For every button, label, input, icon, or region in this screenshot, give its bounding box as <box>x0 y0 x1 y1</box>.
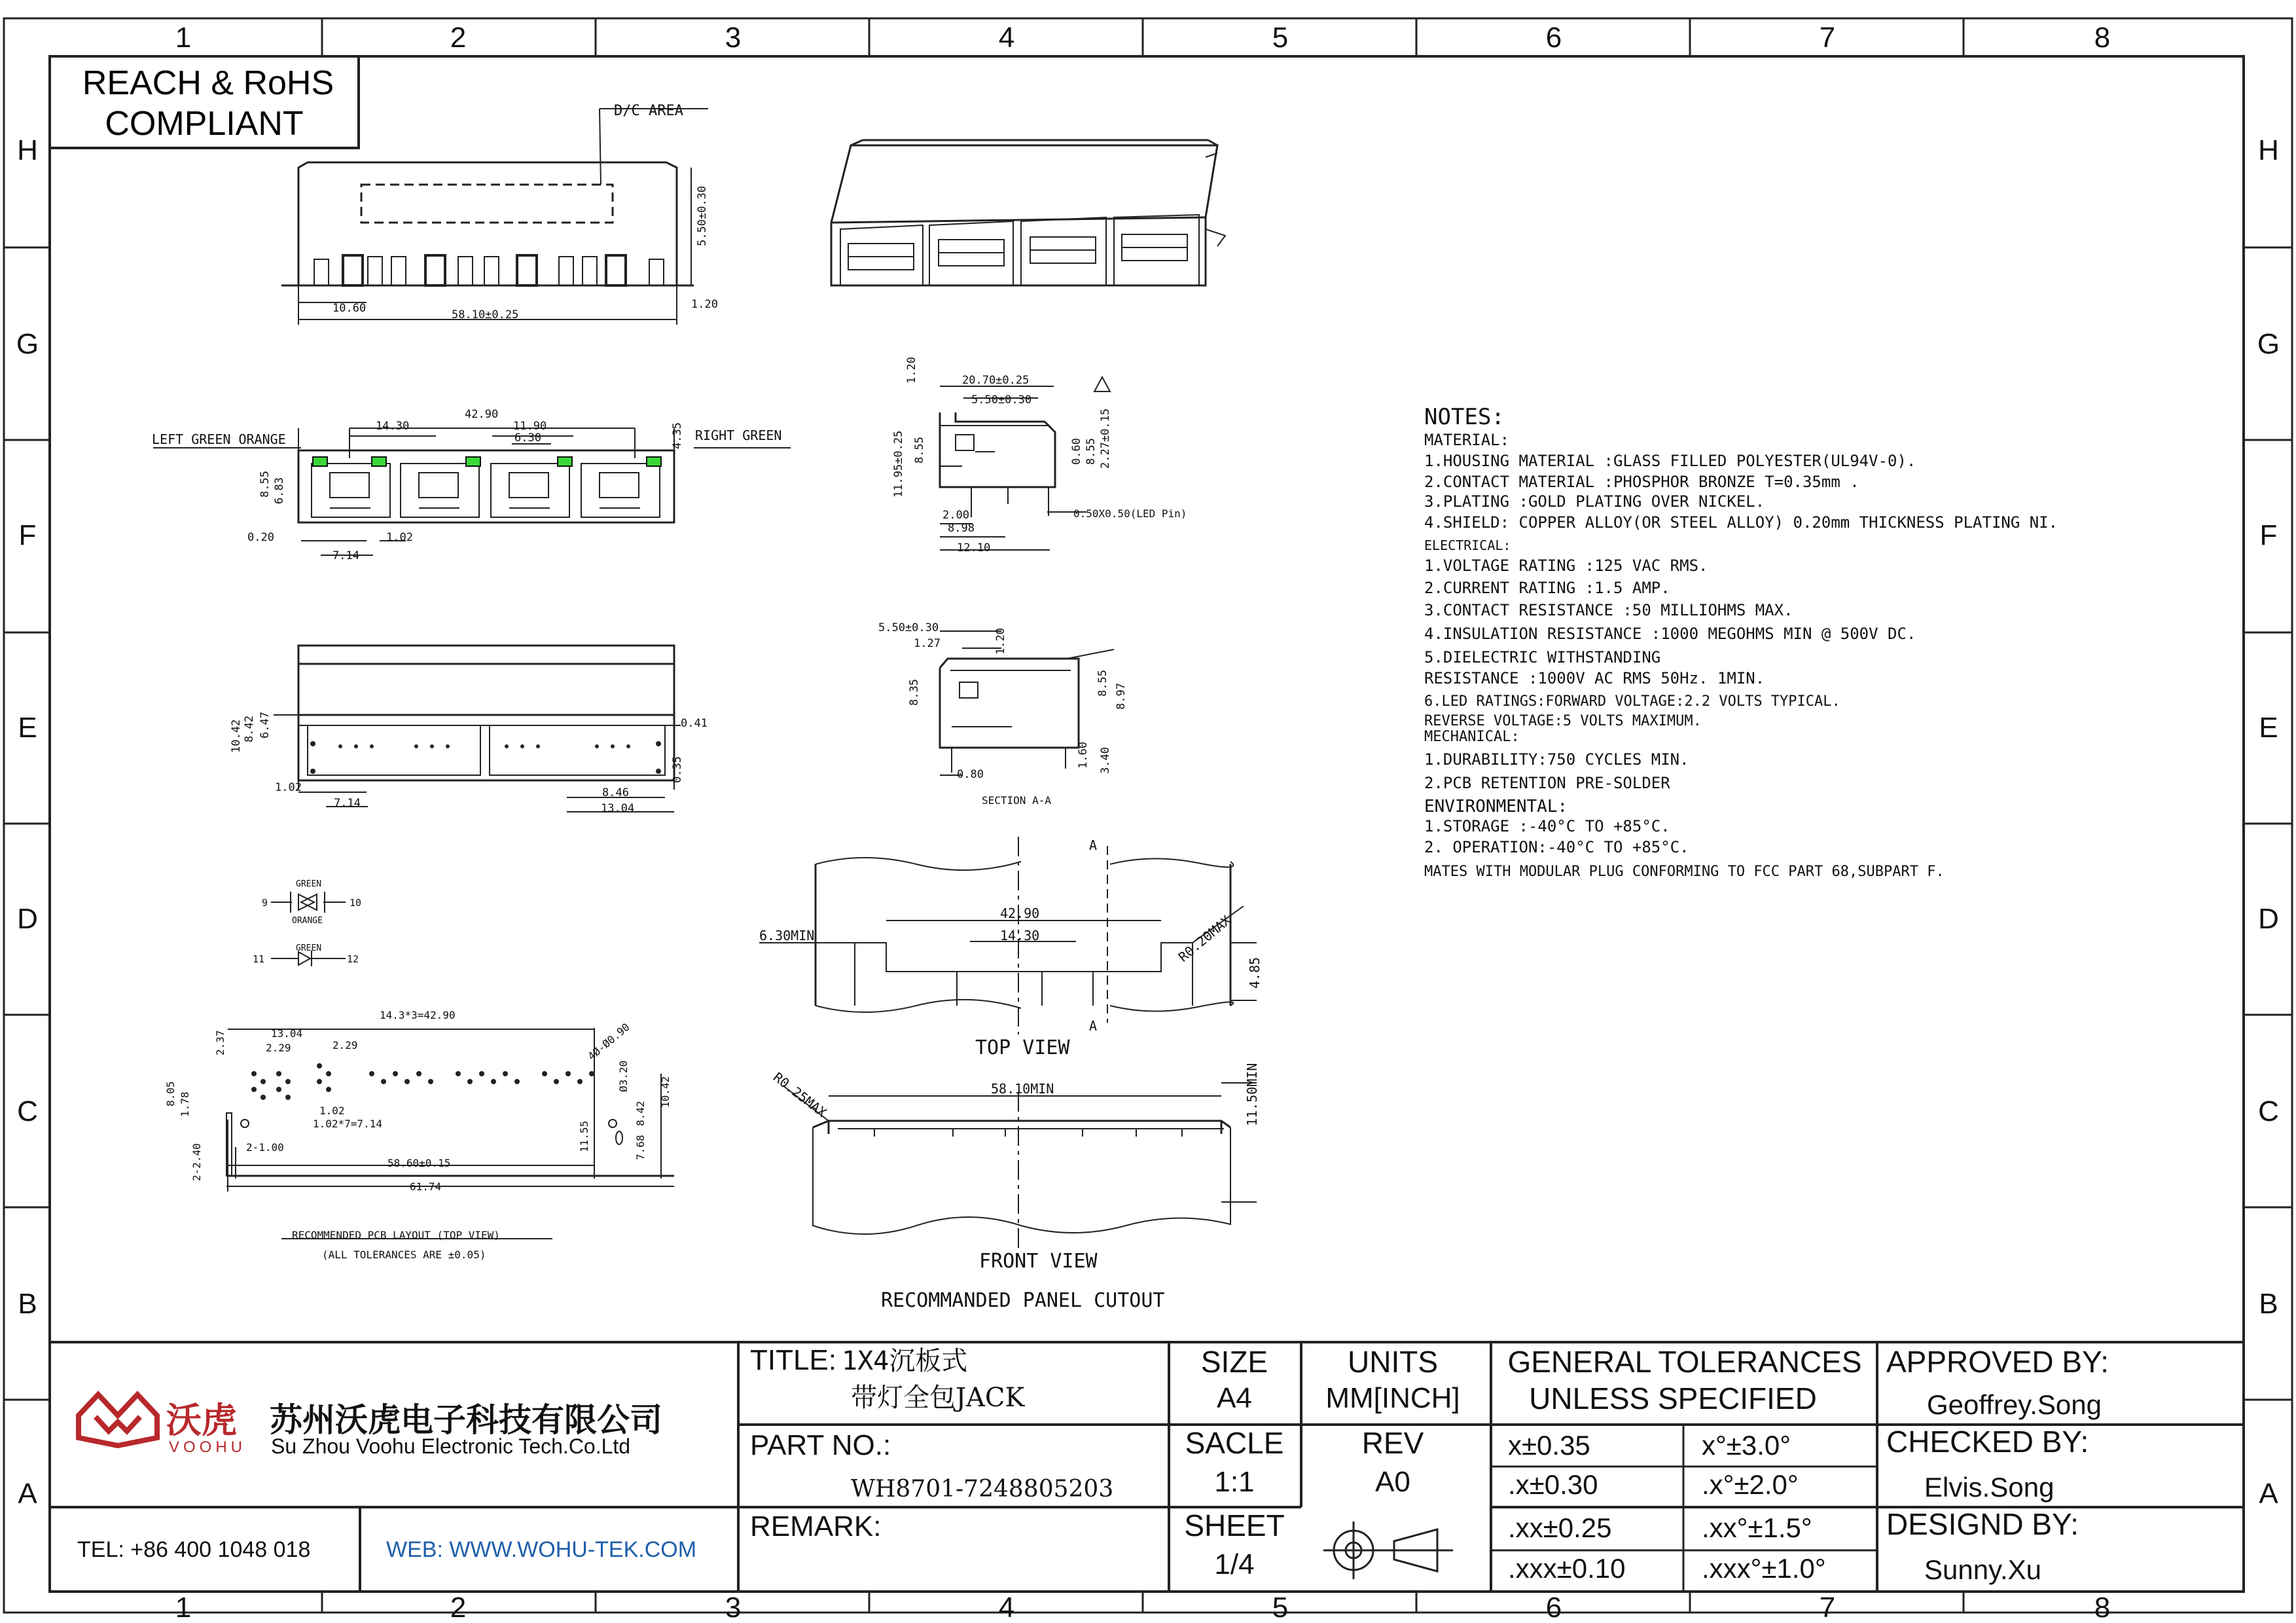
dim-label: 2-1.00 <box>246 1141 284 1154</box>
tolerance-linear: .xxx±0.10 <box>1508 1553 1626 1584</box>
designed-name: Sunny.Xu <box>1924 1554 2042 1585</box>
panel-cutout-title: RECOMMANDED PANEL CUTOUT <box>881 1289 1165 1312</box>
approved-label: APPROVED BY: <box>1886 1345 2109 1379</box>
right-led-label: RIGHT GREEN <box>695 428 782 443</box>
sheet-label: SHEET <box>1184 1508 1285 1542</box>
dim-label: 13.04 <box>271 1027 303 1040</box>
dim-label: Ø3.20 <box>617 1060 630 1092</box>
section-marker: A <box>1089 1018 1098 1034</box>
dim-label: 7.14 <box>334 797 361 810</box>
section-view-labels <box>878 621 1128 807</box>
pin-label: 11 <box>253 953 265 965</box>
row-label: G <box>2257 328 2280 360</box>
note-line: 1.STORAGE :-40°C TO +85°C. <box>1424 817 1670 835</box>
row-label: H <box>17 134 38 166</box>
col-label: 6 <box>1545 22 1562 54</box>
row-label: C <box>2258 1095 2279 1127</box>
dim-label: 7.68 <box>634 1135 647 1160</box>
col-label: 8 <box>2094 22 2111 54</box>
note-line: 2. OPERATION:-40°C TO +85°C. <box>1424 838 1689 856</box>
col-label: 5 <box>1272 22 1289 54</box>
dim-label: 11.50MIN <box>1244 1063 1260 1126</box>
rev-value: A0 <box>1375 1466 1410 1498</box>
part-label: PART NO.: <box>750 1429 891 1461</box>
dim-label: 6.30 <box>514 431 541 445</box>
pcb-layout <box>226 1028 674 1239</box>
dim-label: 0.20 <box>247 531 274 544</box>
row-label: F <box>18 519 37 551</box>
dim-label: 8.55 <box>1085 438 1098 465</box>
dim-label: R0.20MAX <box>1175 912 1234 965</box>
dim-label: 1.60 <box>1077 742 1090 769</box>
note-line: MATERIAL: <box>1424 431 1510 449</box>
note-line: RESISTANCE :1000V AC RMS 50Hz. 1MIN. <box>1424 669 1765 687</box>
size-value: A4 <box>1217 1382 1252 1414</box>
pin-label: 9 <box>262 897 268 909</box>
dim-label: 4.35 <box>671 422 684 449</box>
note-line: 3.CONTACT RESISTANCE :50 MILLIOHMS MAX. <box>1424 601 1793 619</box>
row-label: B <box>18 1288 37 1320</box>
pcb-tolerance-note: (ALL TOLERANCES ARE ±0.05) <box>322 1249 486 1261</box>
note-line: 1.VOLTAGE RATING :125 VAC RMS. <box>1424 556 1708 575</box>
col-label: 4 <box>998 22 1015 54</box>
title-line1: 1X4沉板式 <box>842 1346 968 1376</box>
col-label: 3 <box>725 22 742 54</box>
note-line: REVERSE VOLTAGE:5 VOLTS MAXIMUM. <box>1424 713 1702 729</box>
dim-label: 1.02 <box>319 1104 345 1117</box>
row-label: C <box>17 1095 38 1127</box>
dim-label: 8.42 <box>243 716 256 742</box>
dim-label: 8.55 <box>1096 670 1109 697</box>
dim-label: 1.20 <box>905 357 918 384</box>
tolerance-angular: .xxx°±1.0° <box>1702 1553 1826 1584</box>
approved-name: Geoffrey.Song <box>1927 1389 2102 1420</box>
row-label: A <box>18 1478 37 1510</box>
size-label: SIZE <box>1200 1345 1268 1379</box>
bottom-view-labels <box>230 712 708 815</box>
note-line: 2.CONTACT MATERIAL :PHOSPHOR BRONZE T=0.35mm . <box>1424 473 1859 491</box>
dim-label: 4.85 <box>1247 957 1263 989</box>
logo-en: VOOHU <box>169 1438 247 1456</box>
row-label: F <box>2259 519 2278 551</box>
row-ticks <box>4 247 2292 1400</box>
dim-label: 1.78 <box>179 1091 191 1117</box>
dim-label: 1.20 <box>691 298 718 311</box>
note-line: 4.INSULATION RESISTANCE :1000 MEGOHMS MIN @ 500V DC. <box>1424 625 1916 643</box>
company-name-cn: 苏州沃虎电子科技有限公司 <box>270 1402 662 1438</box>
dim-label: 3.40 <box>1099 747 1112 774</box>
dim-label: 8.35 <box>908 679 921 706</box>
row-label: B <box>2259 1288 2278 1320</box>
dim-label: 14.30 <box>1000 928 1040 943</box>
dim-label: 1.27 <box>914 637 941 650</box>
dim-label: 6.47 <box>259 712 272 739</box>
tolerance-subheading: UNLESS SPECIFIED <box>1529 1381 1817 1415</box>
company-logo <box>79 1395 246 1456</box>
dim-label: 20.70±0.25 <box>962 374 1030 387</box>
isometric-view <box>831 140 1225 285</box>
note-line: 2.PCB RETENTION PRE-SOLDER <box>1424 774 1670 792</box>
col-label: 8 <box>2094 1592 2111 1623</box>
tolerance-linear: .xx±0.25 <box>1508 1512 1612 1543</box>
panel-top-view-labels <box>759 837 1263 1059</box>
panel-front-view <box>783 1083 1257 1250</box>
logo-mark-icon <box>79 1395 157 1446</box>
row-label: D <box>2258 903 2279 935</box>
dim-label: 2-2.40 <box>190 1143 203 1181</box>
scale-label: SACLE <box>1185 1426 1284 1460</box>
tolerance-linear: .x±0.30 <box>1508 1469 1598 1500</box>
dc-area-label: D/C AREA <box>614 103 683 119</box>
led-top-view-labels <box>152 408 781 562</box>
dim-label: 8.97 <box>1115 683 1128 710</box>
section-marker: A <box>1089 837 1098 853</box>
dim-label: 1.02 <box>275 781 302 794</box>
dim-label: 7.14 <box>332 549 359 562</box>
col-label: 4 <box>998 1592 1015 1623</box>
compliance-line1: REACH & RoHS <box>82 64 334 102</box>
col-label: 3 <box>725 1592 742 1623</box>
panel-front-view-labels <box>770 1063 1260 1312</box>
sheet-value: 1/4 <box>1214 1548 1255 1580</box>
dim-label: 10.42 <box>230 719 243 753</box>
row-label: H <box>2258 134 2279 166</box>
row-label: A <box>2259 1478 2278 1510</box>
led-indicators <box>313 457 661 466</box>
remark-label: REMARK: <box>750 1510 882 1542</box>
top-view-title: TOP VIEW <box>975 1036 1070 1059</box>
led-green-label: GREEN <box>296 943 322 953</box>
dim-label: 42.90 <box>1000 905 1040 921</box>
pcb-layout-title: RECOMMENDED PCB LAYOUT (TOP VIEW) <box>292 1229 500 1241</box>
dim-label: 42.90 <box>465 408 499 421</box>
dim-label: 1.02 <box>386 531 413 544</box>
note-line: ENVIRONMENTAL: <box>1424 797 1568 816</box>
units-value: MM[INCH] <box>1325 1382 1460 1414</box>
dim-label: 6.83 <box>273 477 286 504</box>
dim-label: 14.3*3=42.90 <box>380 1009 456 1021</box>
dim-label: 0.80 <box>957 768 984 781</box>
designed-label: DESIGND BY: <box>1886 1507 2079 1541</box>
col-label: 6 <box>1545 1592 1562 1623</box>
row-label: G <box>16 328 39 360</box>
tolerance-angular: x°±3.0° <box>1702 1430 1791 1461</box>
dim-label: 2.27±0.15 <box>1099 408 1112 469</box>
dim-label: 8.98 <box>948 522 975 535</box>
row-label: E <box>2259 712 2278 744</box>
dim-label: 1.20 <box>994 628 1007 655</box>
col-label: 2 <box>450 1592 467 1623</box>
dim-label: 5.50±0.30 <box>971 393 1032 407</box>
dim-label: 8.05 <box>164 1081 177 1106</box>
dim-label: 0.41 <box>681 717 708 730</box>
led-green-label: GREEN <box>296 879 322 889</box>
title-block <box>50 1342 2244 1592</box>
grid-labels <box>16 22 2280 1623</box>
notes-heading: NOTES: <box>1424 404 1505 430</box>
note-line: 6.LED RATINGS:FORWARD VOLTAGE:2.2 VOLTS TYPICAL. <box>1424 693 1840 710</box>
tolerance-angular: .xx°±1.5° <box>1702 1512 1812 1543</box>
tel-number: TEL: +86 400 1048 018 <box>77 1537 311 1562</box>
row-label: E <box>18 712 37 744</box>
note-line: 3.PLATING :GOLD PLATING OVER NICKEL. <box>1424 492 1765 511</box>
front-view-title: FRONT VIEW <box>979 1250 1098 1273</box>
company-name-en: Su Zhou Voohu Electronic Tech.Co.Ltd <box>271 1434 631 1458</box>
section-a-a-label: SECTION A-A <box>982 794 1051 807</box>
title-line2: 带灯全包JACK <box>851 1383 1025 1413</box>
units-label: UNITS <box>1348 1345 1438 1379</box>
led-schematic-labels <box>253 879 361 965</box>
front-view-labels <box>332 103 718 321</box>
tolerance-angular: .x°±2.0° <box>1702 1469 1799 1500</box>
note-line: 5.DIELECTRIC WITHSTANDING <box>1424 648 1661 666</box>
dim-label: 1.02*7=7.14 <box>313 1118 382 1130</box>
title-label: TITLE: <box>750 1344 837 1376</box>
checked-label: CHECKED BY: <box>1886 1425 2089 1459</box>
left-led-label: LEFT GREEN ORANGE <box>152 431 286 447</box>
col-label: 2 <box>450 22 467 54</box>
dim-label: 12.10 <box>957 541 991 555</box>
col-label: 5 <box>1272 1592 1289 1623</box>
notes-block <box>1424 404 2058 880</box>
dim-label: 0.35 <box>671 756 684 783</box>
row-label: D <box>17 903 38 935</box>
dim-label: 4Ø-Ø0.90 <box>585 1020 632 1063</box>
title-block-text <box>750 1344 2109 1585</box>
led-orange-label: ORANGE <box>292 916 323 926</box>
checked-name: Elvis.Song <box>1924 1472 2054 1503</box>
part-number: WH8701-7248805203 <box>851 1476 1114 1503</box>
dim-label: 11.55 <box>578 1120 590 1152</box>
note-line: 4.SHIELD: COPPER ALLOY(OR STEEL ALLOY) 0.20mm THICKNESS PLATING NI. <box>1424 513 2058 532</box>
pin-label: 10 <box>350 897 362 909</box>
dim-label: 58.60±0.15 <box>387 1157 451 1169</box>
dim-label: 10.42 <box>659 1076 672 1108</box>
dim-label: 8.55 <box>259 471 272 498</box>
dim-label: 5.50±0.30 <box>696 185 709 246</box>
col-label: 1 <box>175 1592 192 1623</box>
logo-cn: 沃虎 <box>166 1401 237 1440</box>
scale-value: 1:1 <box>1214 1466 1255 1498</box>
dim-label: 61.74 <box>410 1180 442 1193</box>
note-line: MATES WITH MODULAR PLUG CONFORMING TO FCC PART 68,SUBPART F. <box>1424 864 1945 880</box>
note-line: 1.DURABILITY:750 CYCLES MIN. <box>1424 750 1689 769</box>
dim-label: 14.30 <box>376 420 410 433</box>
note-line: 1.HOUSING MATERIAL :GLASS FILLED POLYESTER(UL94V-0). <box>1424 452 1916 470</box>
front-view-drawing <box>281 109 708 325</box>
dim-label: 2.29 <box>266 1042 291 1054</box>
compliance-line2: COMPLIANT <box>105 105 304 143</box>
tolerance-heading: GENERAL TOLERANCES <box>1507 1345 1862 1379</box>
note-line: 2.CURRENT RATING :1.5 AMP. <box>1424 579 1670 597</box>
dim-label: 2.37 <box>214 1030 226 1055</box>
dim-label: 10.60 <box>332 302 367 315</box>
dim-label: 8.46 <box>602 786 629 799</box>
dim-label: 2.00 <box>942 509 969 522</box>
rev-label: REV <box>1361 1426 1424 1460</box>
dim-label: R0.25MAX <box>770 1069 830 1121</box>
tolerance-linear: x±0.35 <box>1508 1430 1590 1461</box>
dim-label: 0.60 <box>1070 438 1083 465</box>
pin-label: 12 <box>347 953 359 965</box>
led-pin-label: 0.50X0.50(LED Pin) <box>1073 507 1187 520</box>
projection-symbol-icon <box>1323 1522 1453 1579</box>
note-line: MECHANICAL: <box>1424 729 1520 745</box>
dim-label: 11.95±0.25 <box>892 430 905 498</box>
dim-label: 6.30MIN <box>759 928 815 943</box>
website-link[interactable]: WEB: WWW.WOHU-TEK.COM <box>386 1537 697 1562</box>
note-line: ELECTRICAL: <box>1424 538 1511 553</box>
dim-label: 8.55 <box>913 437 926 464</box>
led-schematic <box>271 892 346 966</box>
pcb-layout-labels <box>164 1009 672 1261</box>
dim-label: 58.10±0.25 <box>452 308 519 321</box>
col-label: 7 <box>1819 22 1836 54</box>
dim-label: 8.42 <box>634 1101 647 1126</box>
dim-label: 5.50±0.30 <box>878 621 939 634</box>
dim-label: 58.10MIN <box>991 1081 1054 1097</box>
col-label: 7 <box>1819 1592 1836 1623</box>
dim-label: 13.04 <box>601 802 635 815</box>
dim-label: 2.29 <box>332 1039 358 1051</box>
compliance-box <box>50 56 359 148</box>
dim-label: 11.90 <box>513 420 547 433</box>
col-label: 1 <box>175 22 192 54</box>
